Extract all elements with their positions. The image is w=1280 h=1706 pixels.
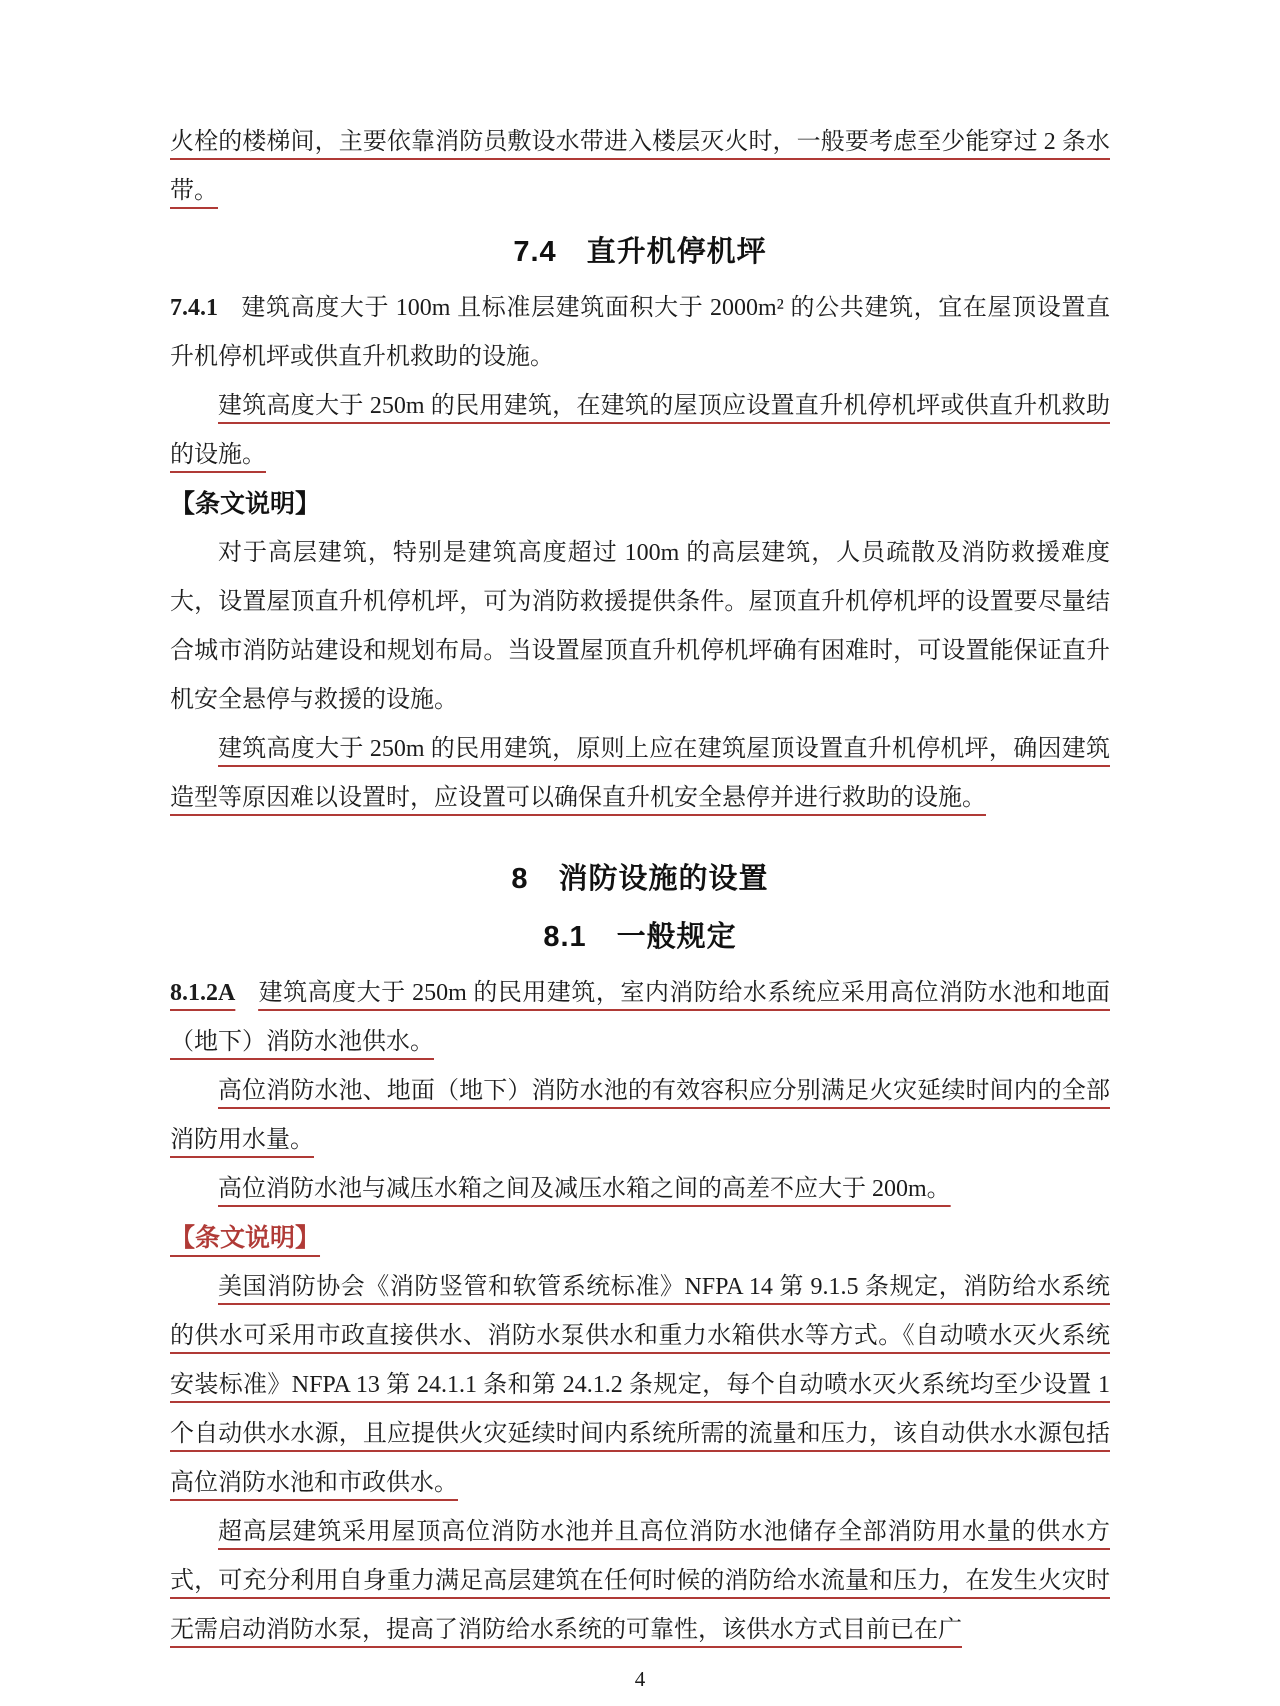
paragraph-explanation-8-1-2A-p1: 美国消防协会《消防竖管和软管系统标准》NFPA 14 第 9.1.5 条规定，消防给水系统的供水可采用市政直接供水、消防水泵供水和重力水箱供水等方式。《自动喷水灭火系统安装标准》NFPA 13 第 24.1.1 条和第 24.1.2 条规定，每个自动喷水灭火系统均至少设置 1 个自动供水水源，且应提供火灾延续时间内系统所需的流量和压力，该自动供水水源包括高位消防水池和市政供水。	[170, 1274, 1110, 1496]
clause-7-4-1-number: 7.4.1	[170, 295, 218, 321]
paragraph-hose-continuation: 火栓的楼梯间，主要依靠消防员敷设水带进入楼层灭火时，一般要考虑至少能穿过 2 条水带。	[170, 129, 1110, 204]
chapter-heading-8: 8 消防设施的设置	[511, 863, 769, 895]
section-heading-7-4: 7.4 直升机停机坪	[513, 236, 767, 268]
clause-8-1-2A-number: 8.1.2A	[170, 980, 236, 1006]
clause-7-4-1	[170, 284, 1110, 382]
paragraph-explanation-7-4-1: 对于高层建筑，特别是建筑高度超过 100m 的高层建筑，人员疏散及消防救援难度大，设置屋顶直升机停机坪，可为消防救援提供条件。屋顶直升机停机坪的设置要尽量结合城市消防站建设和规划布局。当设置屋顶直升机停机坪确有困难时，可设置能保证直升机安全悬停与救援的设施。	[170, 540, 1110, 713]
page-content	[170, 0, 1110, 1655]
clause-8-1-2A-text: 建筑高度大于 250m 的民用建筑，室内消防给水系统应采用高位消防水池和地面（地下）消防水池供水。	[170, 980, 1110, 1055]
explanation-label-1: 【条文说明】	[170, 490, 321, 518]
clause-8-1-2A	[170, 969, 1110, 1067]
clause-7-4-1-text: 建筑高度大于 100m 且标准层建筑面积大于 2000m² 的公共建筑，宜在屋顶设置直升机停机坪或供直升机救助的设施。	[170, 295, 1110, 370]
paragraph-explanation-8-1-2A-p2: 超高层建筑采用屋顶高位消防水池并且高位消防水池储存全部消防用水量的供水方式，可充分利用自身重力满足高层建筑在任何时候的消防给水流量和压力，在发生火灾时无需启动消防水泵，提高了消防给水系统的可靠性，该供水方式目前已在广	[170, 1519, 1110, 1643]
page-number: 4	[634, 1667, 646, 1691]
explanation-label-2: 【条文说明】	[170, 1224, 321, 1252]
paragraph-clause-8-1-2A-p2: 高位消防水池、地面（地下）消防水池的有效容积应分别满足火灾延续时间内的全部消防用水量。	[170, 1078, 1110, 1153]
paragraph-addition-7-4-1: 建筑高度大于 250m 的民用建筑，在建筑的屋顶应设置直升机停机坪或供直升机救助的设施。	[170, 393, 1110, 468]
section-heading-8-1: 8.1 一般规定	[543, 921, 737, 953]
paragraph-addition-explanation-7-4-1: 建筑高度大于 250m 的民用建筑，原则上应在建筑屋顶设置直升机停机坪，确因建筑造型等原因难以设置时，应设置可以确保直升机安全悬停并进行救助的设施。	[170, 736, 1110, 811]
paragraph-clause-8-1-2A-p3: 高位消防水池与减压水箱之间及减压水箱之间的高差不应大于 200m。	[218, 1176, 951, 1202]
